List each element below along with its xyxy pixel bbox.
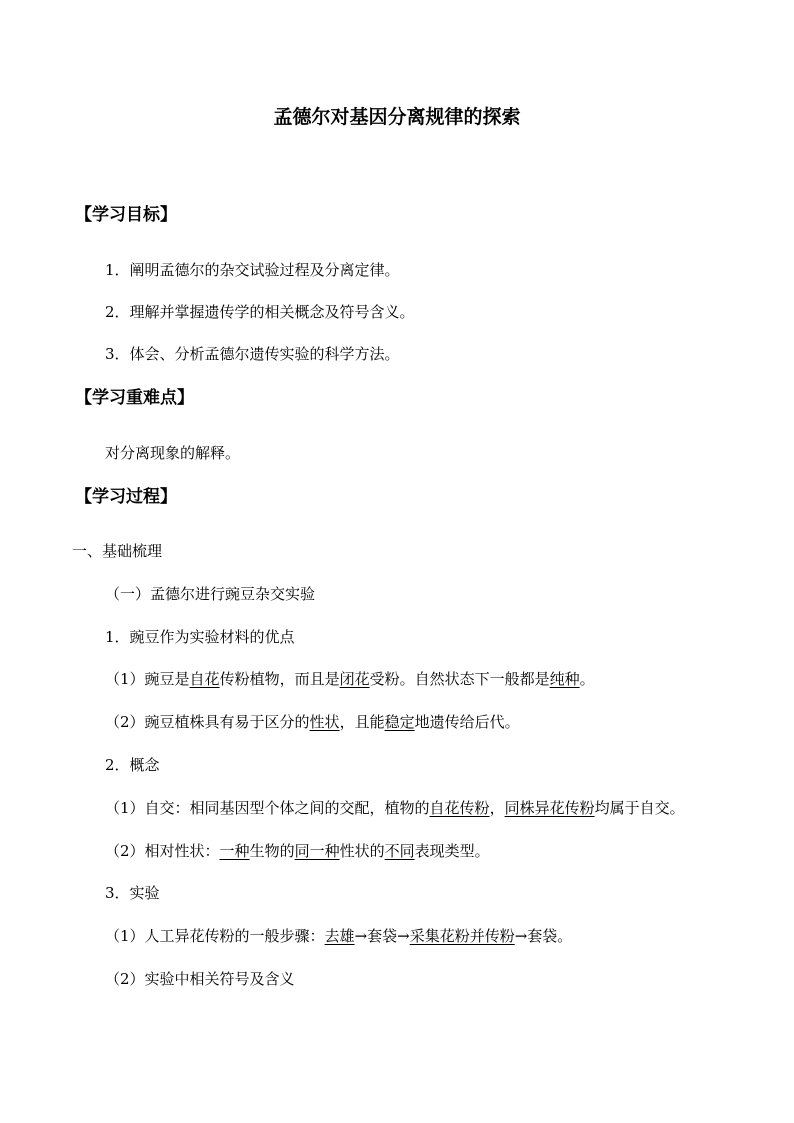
subsection-1-heading: （一）孟德尔进行豌豆杂交实验 <box>105 585 316 603</box>
item-2-heading: 2．概念 <box>105 756 160 774</box>
item-3-heading: 3．实验 <box>105 884 160 902</box>
blank-answer: 同株异花传粉 <box>504 799 595 817</box>
document-title: 孟德尔对基因分离规律的探索 <box>273 106 521 128</box>
blank-answer: 去雄 <box>324 927 355 945</box>
goal-item-1: 1．阐明孟德尔的杂交试验过程及分离定律。 <box>105 261 400 279</box>
paragraph-selfing: （1）自交：相同基因型个体之间的交配，植物的自花传粉，同株异花传粉均属于自交。 <box>105 799 685 817</box>
goal-item-2: 2．理解并掌握遗传学的相关概念及符号含义。 <box>105 303 415 321</box>
goals-heading: 【学习目标】 <box>75 205 177 225</box>
blank-answer: 自花 <box>189 670 220 688</box>
blank-answer: 一种 <box>219 842 250 860</box>
blank-answer: 纯种 <box>549 670 580 688</box>
paragraph-symbols: （2）实验中相关符号及含义 <box>105 970 295 988</box>
part-1-heading: 一、基础梳理 <box>72 542 163 560</box>
blank-answer: 稳定 <box>384 713 415 731</box>
blank-answer: 同一种 <box>294 842 340 860</box>
key-points-text: 对分离现象的解释。 <box>105 444 241 462</box>
paragraph-cross-pollination: （1）人工异花传粉的一般步骤：去雄→套袋→采集花粉并传粉→套袋。 <box>105 927 573 945</box>
item-1-heading: 1．豌豆作为实验材料的优点 <box>105 628 295 646</box>
key-points-heading: 【学习重难点】 <box>75 388 194 408</box>
blank-answer: 不同 <box>384 842 415 860</box>
paragraph-pea-traits: （2）豌豆植株具有易于区分的性状，且能稳定地遗传给后代。 <box>105 713 520 731</box>
paragraph-pea-pollination: （1）豌豆是自花传粉植物，而且是闭花受粉。自然状态下一般都是纯种。 <box>105 670 595 688</box>
goal-item-3: 3．体会、分析孟德尔遗传实验的科学方法。 <box>105 345 400 363</box>
process-heading: 【学习过程】 <box>75 487 177 507</box>
blank-answer: 采集花粉并传粉 <box>409 927 515 945</box>
paragraph-relative-traits: （2）相对性状：一种生物的同一种性状的不同表现类型。 <box>105 842 490 860</box>
blank-answer: 自花传粉 <box>429 799 490 817</box>
blank-answer: 闭花 <box>339 670 370 688</box>
blank-answer: 性状 <box>309 713 340 731</box>
